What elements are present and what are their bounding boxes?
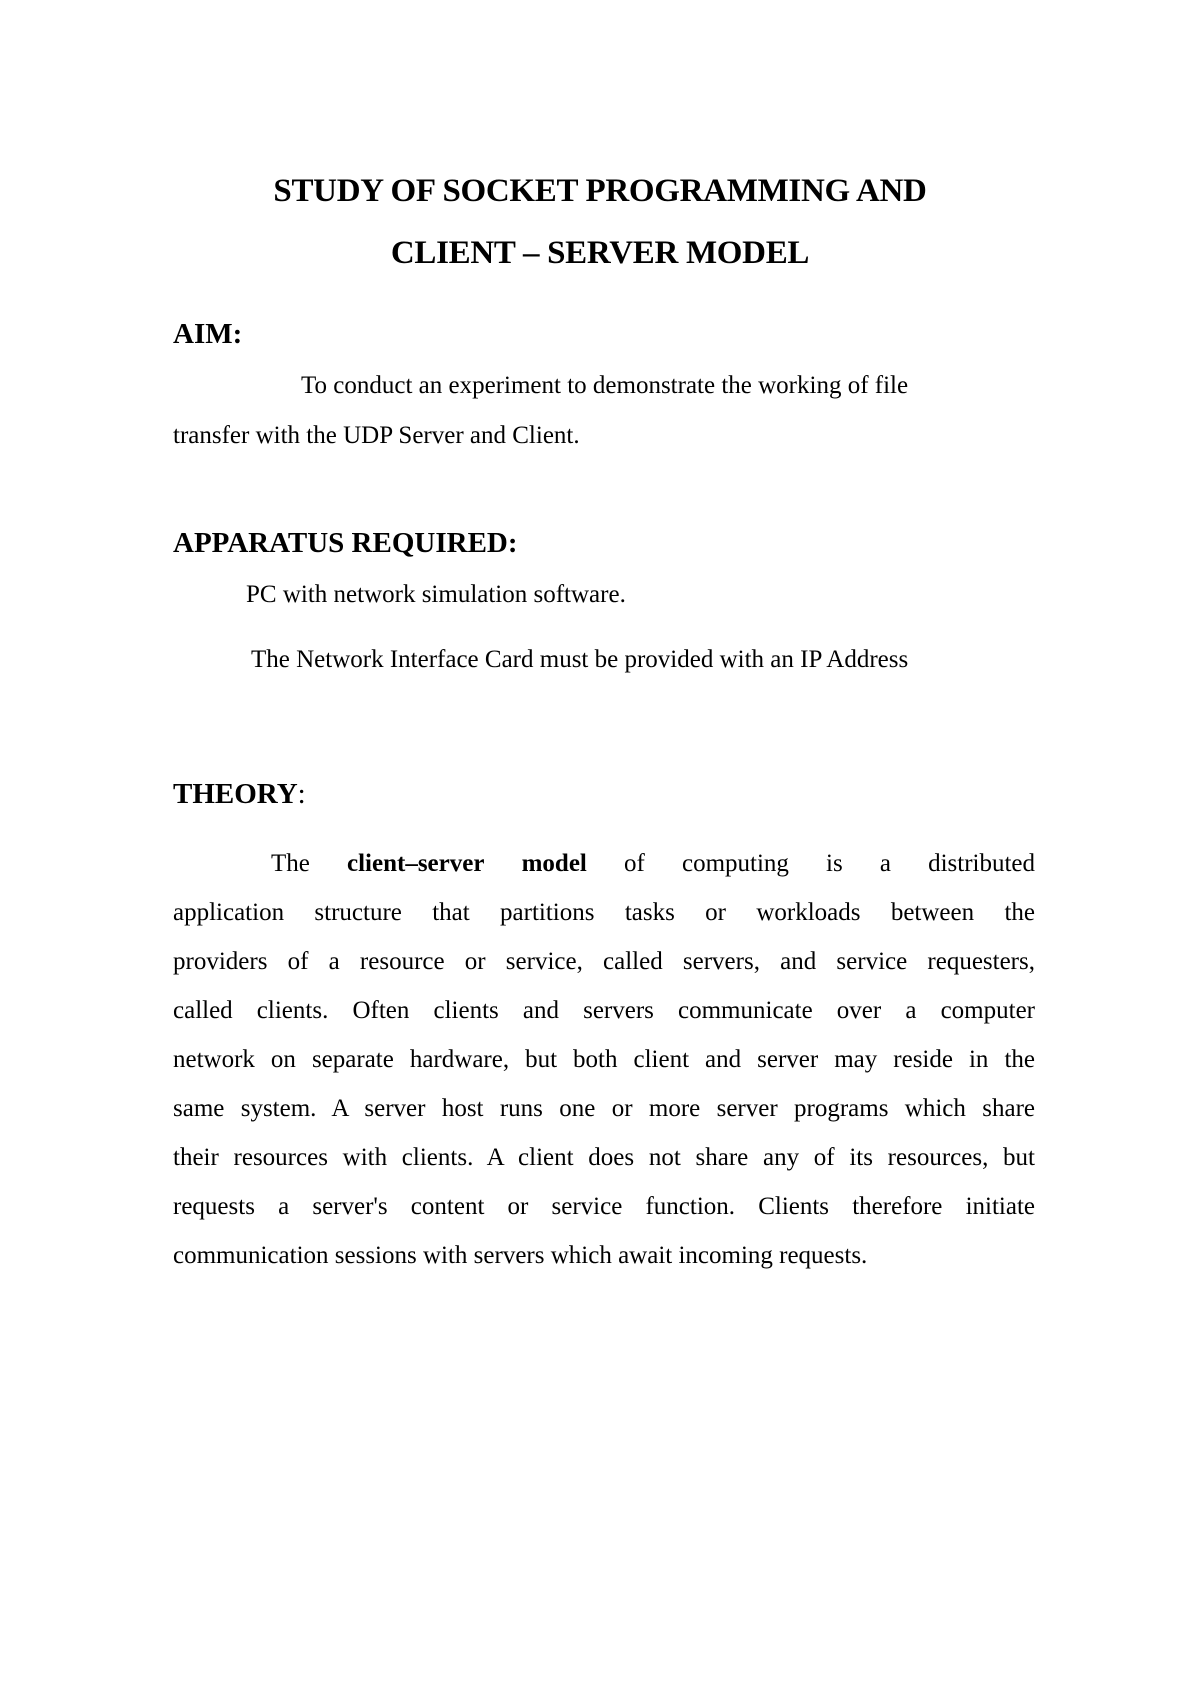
theory-heading xyxy=(173,778,306,811)
apparatus-item-2: The Network Interface Card must be provided with an IP Address xyxy=(251,646,909,673)
theory-term-client-server: client–server xyxy=(347,850,485,877)
theory-heading-text: THEORY xyxy=(173,778,298,810)
apparatus-heading: APPARATUS REQUIRED: xyxy=(173,527,518,559)
theory-paragraph-line-8: requests a server's content or service function. Clients therefore initiate xyxy=(173,1193,1035,1220)
aim-text-line-2: transfer with the UDP Server and Client. xyxy=(173,422,580,449)
theory-paragraph-line-1 xyxy=(271,850,1035,884)
theory-line-1-suffix: of computing is a distributed xyxy=(624,850,1035,877)
theory-line-1-prefix: The xyxy=(271,850,310,877)
theory-paragraph-line-3: providers of a resource or service, called servers, and service requesters, xyxy=(173,948,1035,975)
theory-paragraph-line-6: same system. A server host runs one or more server programs which share xyxy=(173,1095,1035,1122)
theory-paragraph-line-2: application structure that partitions tasks or workloads between the xyxy=(173,899,1035,926)
theory-paragraph-line-4: called clients. Often clients and servers communicate over a computer xyxy=(173,997,1035,1024)
aim-heading: AIM: xyxy=(173,318,243,350)
theory-term-model: model xyxy=(521,850,587,877)
theory-paragraph-line-5: network on separate hardware, but both client and server may reside in the xyxy=(173,1046,1035,1073)
document-title-line-2: CLIENT – SERVER MODEL xyxy=(390,235,810,271)
theory-paragraph-line-9: communication sessions with servers which await incoming requests. xyxy=(173,1242,868,1269)
theory-paragraph-line-7: their resources with clients. A client does not share any of its resources, but xyxy=(173,1144,1035,1171)
apparatus-item-1: PC with network simulation software. xyxy=(246,581,626,608)
theory-heading-colon: : xyxy=(297,778,306,810)
aim-text-line-1: To conduct an experiment to demonstrate the working of file xyxy=(301,372,909,399)
document-title-line-1: STUDY OF SOCKET PROGRAMMING AND xyxy=(273,173,927,209)
